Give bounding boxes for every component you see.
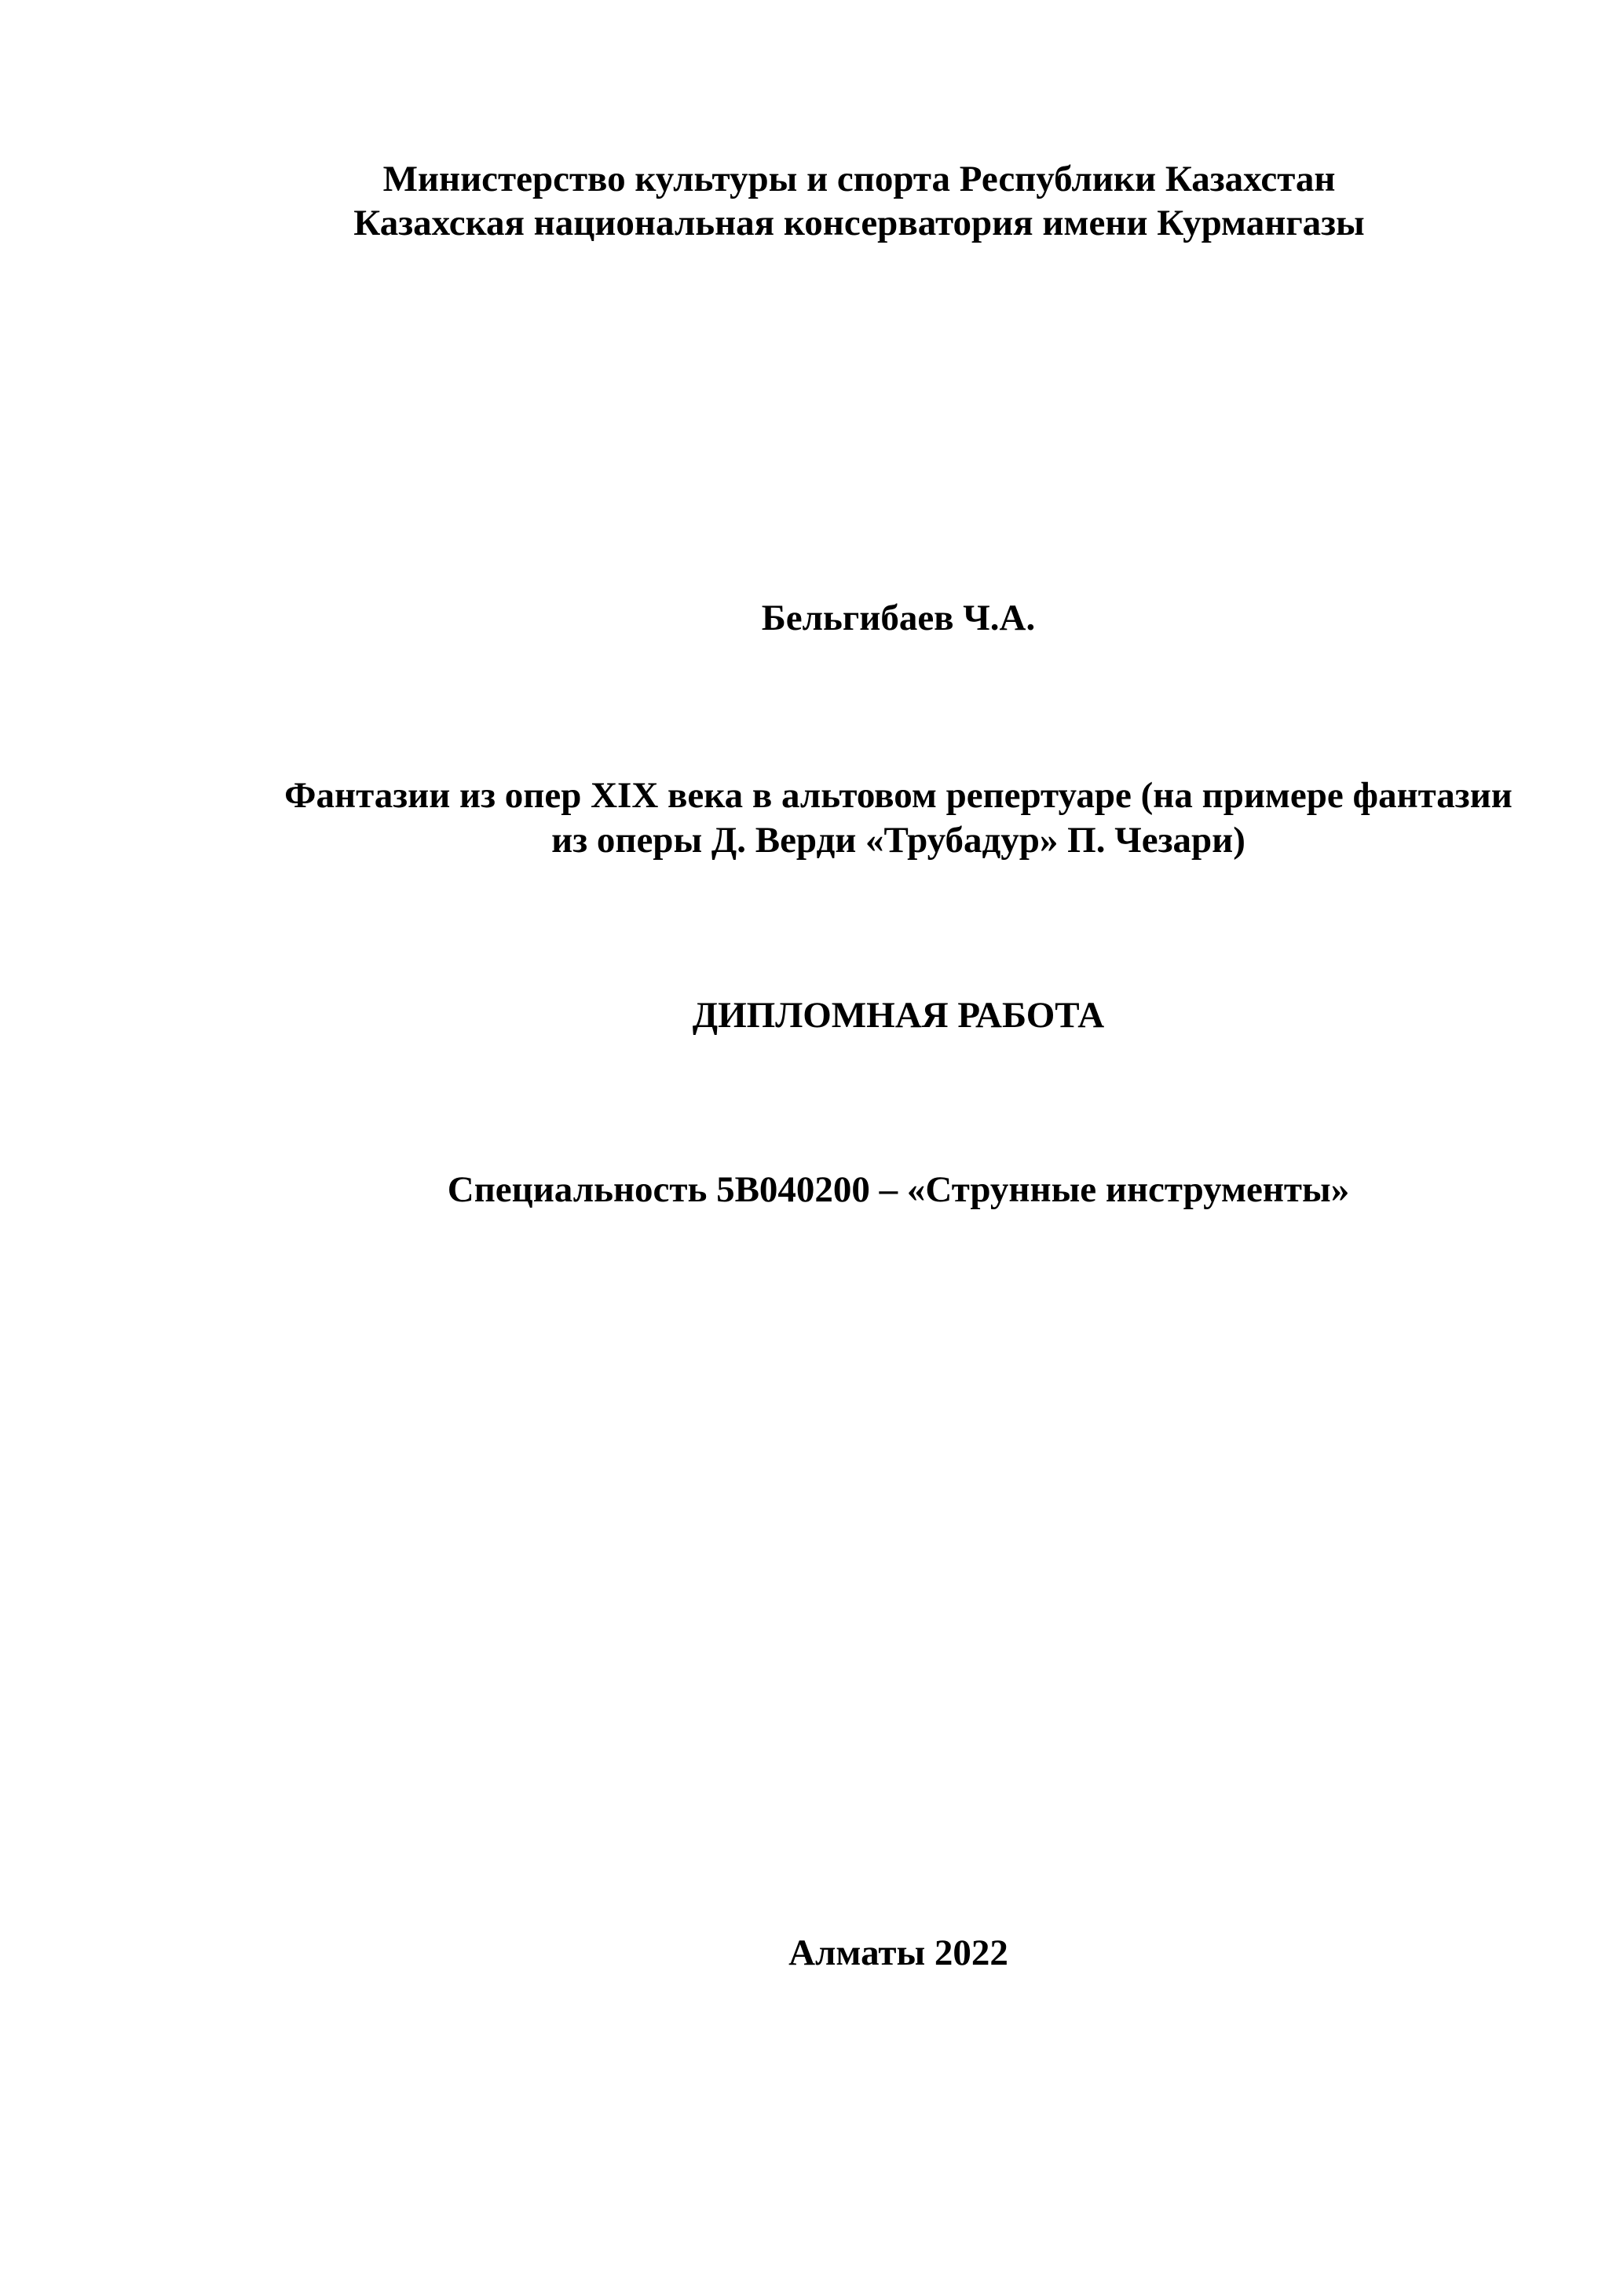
thesis-title-line-1: Фантазии из опер XIX века в альтовом репертуаре (на примере фантазии [284, 775, 1512, 816]
ministry-heading: Министерство культуры и спорта Республики Казахстан [382, 159, 1336, 199]
conservatory-heading: Казахская национальная консерватория имени Курмангазы [353, 203, 1365, 243]
author-name: Бельгибаев Ч.А. [761, 598, 1036, 638]
specialty: Специальность 5В040200 – «Струнные инструменты» [447, 1169, 1350, 1210]
city-year: Алматы 2022 [788, 1932, 1008, 1973]
document-type: ДИПЛОМНАЯ РАБОТА [692, 995, 1105, 1036]
thesis-title-line-2: из оперы Д. Верди «Трубадур» П. Чезари) [551, 820, 1245, 861]
